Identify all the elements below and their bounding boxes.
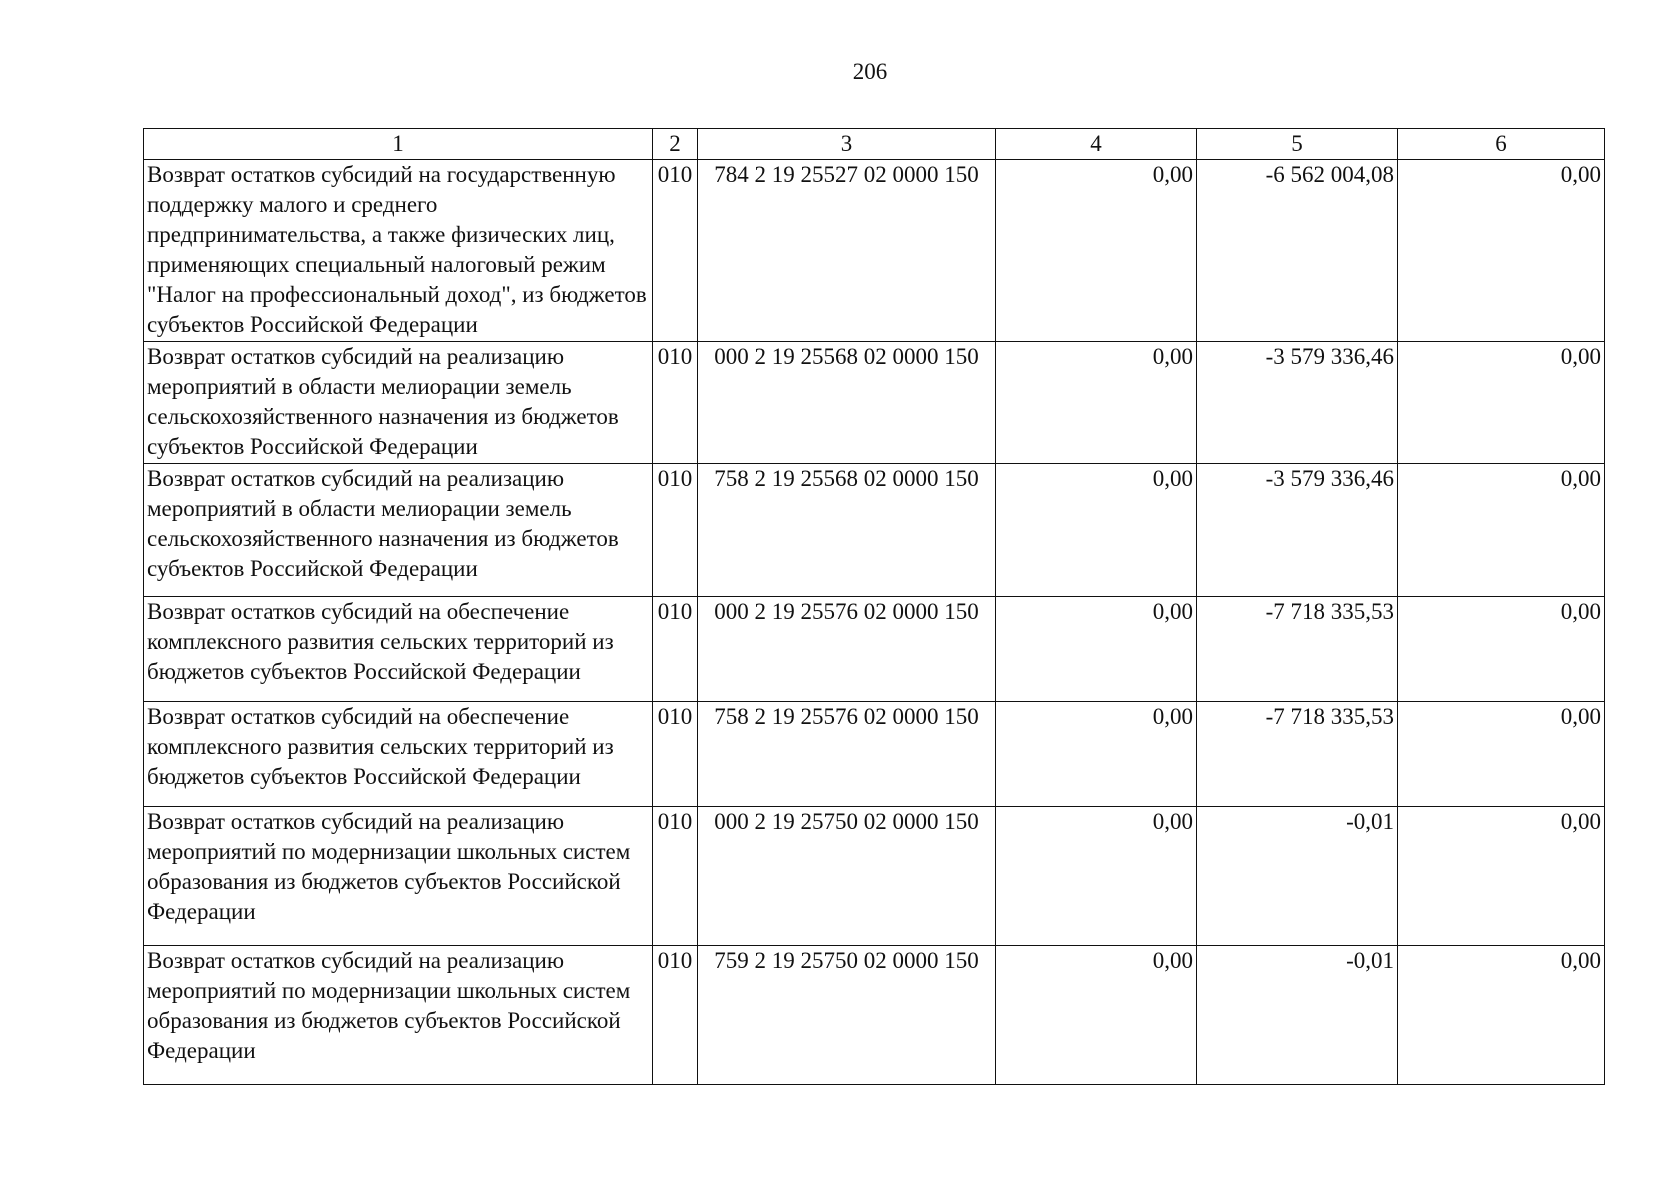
row-name: Возврат остатков субсидий на реализацию мероприятий по модернизации школьных систем образования из бюджетов субъектов Российской Федерации bbox=[144, 946, 653, 1085]
row-col5: -0,01 bbox=[1197, 946, 1398, 1085]
column-header-1: 1 bbox=[144, 129, 653, 160]
column-header-5: 5 bbox=[1197, 129, 1398, 160]
row-kbk: 000 2 19 25576 02 0000 150 bbox=[698, 597, 996, 702]
row-col5: -3 579 336,46 bbox=[1197, 464, 1398, 597]
row-col4: 0,00 bbox=[996, 464, 1197, 597]
table-row bbox=[144, 807, 1605, 946]
page-number: 206 bbox=[852, 59, 888, 84]
row-col6: 0,00 bbox=[1398, 160, 1605, 342]
table-row bbox=[144, 464, 1605, 597]
row-col4: 0,00 bbox=[996, 702, 1197, 807]
row-col4: 0,00 bbox=[996, 946, 1197, 1085]
table-row bbox=[144, 946, 1605, 1085]
row-col5: -6 562 004,08 bbox=[1197, 160, 1398, 342]
row-kbk: 758 2 19 25576 02 0000 150 bbox=[698, 702, 996, 807]
row-kbk: 758 2 19 25568 02 0000 150 bbox=[698, 464, 996, 597]
row-code: 010 bbox=[653, 464, 698, 597]
row-name: Возврат остатков субсидий на реализацию мероприятий в области мелиорации земель сельскохозяйственного назначения из бюджетов субъектов Российской Федерации bbox=[144, 342, 653, 464]
row-col6: 0,00 bbox=[1398, 702, 1605, 807]
row-kbk: 759 2 19 25750 02 0000 150 bbox=[698, 946, 996, 1085]
row-code: 010 bbox=[653, 807, 698, 946]
row-col5: -0,01 bbox=[1197, 807, 1398, 946]
row-col4: 0,00 bbox=[996, 597, 1197, 702]
row-col6: 0,00 bbox=[1398, 464, 1605, 597]
row-kbk: 784 2 19 25527 02 0000 150 bbox=[698, 160, 996, 342]
row-col6: 0,00 bbox=[1398, 342, 1605, 464]
row-col4: 0,00 bbox=[996, 160, 1197, 342]
row-col5: -3 579 336,46 bbox=[1197, 342, 1398, 464]
row-kbk: 000 2 19 25568 02 0000 150 bbox=[698, 342, 996, 464]
row-kbk: 000 2 19 25750 02 0000 150 bbox=[698, 807, 996, 946]
column-header-4: 4 bbox=[996, 129, 1197, 160]
table-row bbox=[144, 160, 1605, 342]
row-col4: 0,00 bbox=[996, 342, 1197, 464]
row-code: 010 bbox=[653, 597, 698, 702]
row-name: Возврат остатков субсидий на обеспечение комплексного развития сельских территорий из бюджетов субъектов Российской Федерации bbox=[144, 597, 653, 702]
table-row bbox=[144, 702, 1605, 807]
column-header-3: 3 bbox=[698, 129, 996, 160]
row-col5: -7 718 335,53 bbox=[1197, 702, 1398, 807]
row-col4: 0,00 bbox=[996, 807, 1197, 946]
column-header-6: 6 bbox=[1398, 129, 1605, 160]
budget-table bbox=[143, 128, 1605, 1085]
row-code: 010 bbox=[653, 342, 698, 464]
row-col6: 0,00 bbox=[1398, 597, 1605, 702]
row-code: 010 bbox=[653, 160, 698, 342]
row-col6: 0,00 bbox=[1398, 807, 1605, 946]
row-col6: 0,00 bbox=[1398, 946, 1605, 1085]
row-name: Возврат остатков субсидий на государственную поддержку малого и среднего предпринимательства, а также физических лиц, применяющих специальный налоговый режим "Налог на профессиональный доход", из бюджетов субъектов Российской Федерации bbox=[144, 160, 653, 342]
table-row bbox=[144, 597, 1605, 702]
row-code: 010 bbox=[653, 702, 698, 807]
row-name: Возврат остатков субсидий на обеспечение комплексного развития сельских территорий из бюджетов субъектов Российской Федерации bbox=[144, 702, 653, 807]
row-code: 010 bbox=[653, 946, 698, 1085]
column-header-2: 2 bbox=[653, 129, 698, 160]
row-name: Возврат остатков субсидий на реализацию мероприятий в области мелиорации земель сельскохозяйственного назначения из бюджетов субъектов Российской Федерации bbox=[144, 464, 653, 597]
table-row bbox=[144, 342, 1605, 464]
row-name: Возврат остатков субсидий на реализацию мероприятий по модернизации школьных систем образования из бюджетов субъектов Российской Федерации bbox=[144, 807, 653, 946]
row-col5: -7 718 335,53 bbox=[1197, 597, 1398, 702]
table-header-row bbox=[144, 129, 1605, 160]
